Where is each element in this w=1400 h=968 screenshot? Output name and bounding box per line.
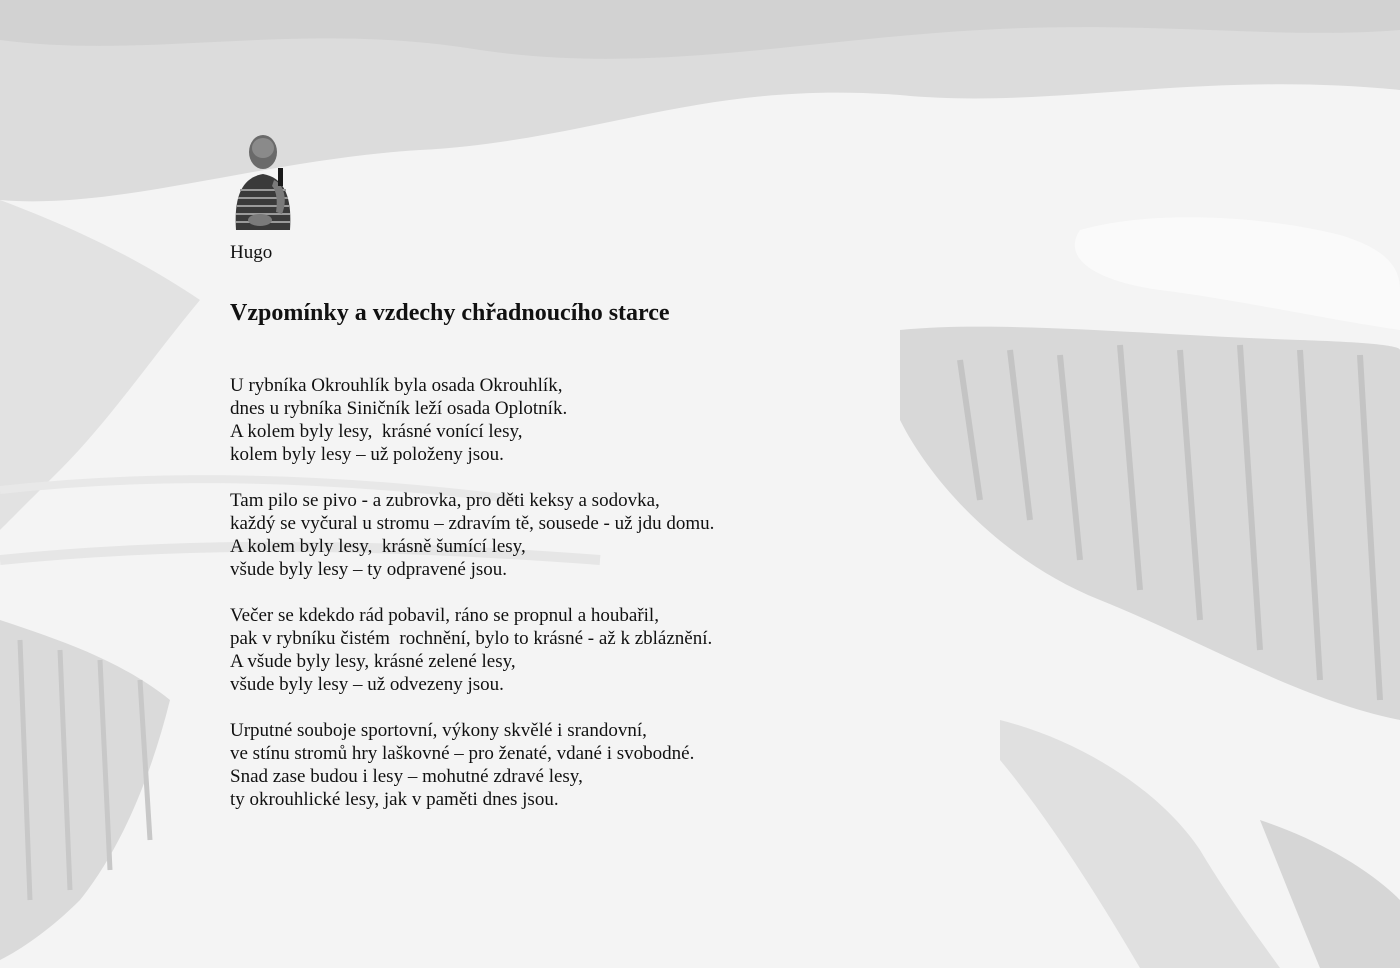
poem-line: Snad zase budou i lesy – mohutné zdravé lesy,	[230, 766, 583, 787]
poem-line: ty okrouhlické lesy, jak v paměti dnes jsou.	[230, 789, 559, 810]
stanza-2	[230, 489, 930, 581]
poem-line: A kolem byly lesy, krásně šumící lesy,	[230, 536, 526, 557]
poem-line: všude byly lesy – ty odpravené jsou.	[230, 559, 508, 580]
stanza-1	[230, 374, 930, 466]
poem-line: každý se vyčural u stromu – zdravím tě, sousede - už jdu domu.	[230, 513, 715, 534]
author-name: Hugo	[230, 242, 273, 263]
poem-title: Vzpomínky a vzdechy chřadnoucího starce	[230, 300, 670, 326]
poem-body	[230, 374, 930, 811]
stanza-4	[230, 719, 930, 811]
poem-line: kolem byly lesy – už položeny jsou.	[230, 444, 504, 465]
poem-line: pak v rybníku čistém rochnění, bylo to krásné - až k zbláznění.	[230, 628, 713, 649]
poem-line: všude byly lesy – už odvezeny jsou.	[230, 674, 504, 695]
author-photo	[230, 130, 296, 234]
poem-line: Večer se kdekdo rád pobavil, ráno se propnul a houbařil,	[230, 605, 659, 626]
poem-line: U rybníka Okrouhlík byla osada Okrouhlík,	[230, 375, 563, 396]
poem-line: A kolem byly lesy, krásné vonící lesy,	[230, 421, 523, 442]
poem-line: Tam pilo se pivo - a zubrovka, pro děti keksy a sodovka,	[230, 490, 660, 511]
poem-line: dnes u rybníka Siničník leží osada Oplotník.	[230, 398, 568, 419]
poem-line: Urputné souboje sportovní, výkony skvělé i srandovní,	[230, 720, 647, 741]
stanza-3	[230, 604, 930, 696]
poem-line: ve stínu stromů hry laškovné – pro ženaté, vdané i svobodné.	[230, 743, 695, 764]
poem-line: A všude byly lesy, krásné zelené lesy,	[230, 651, 516, 672]
poem-page	[230, 130, 930, 834]
